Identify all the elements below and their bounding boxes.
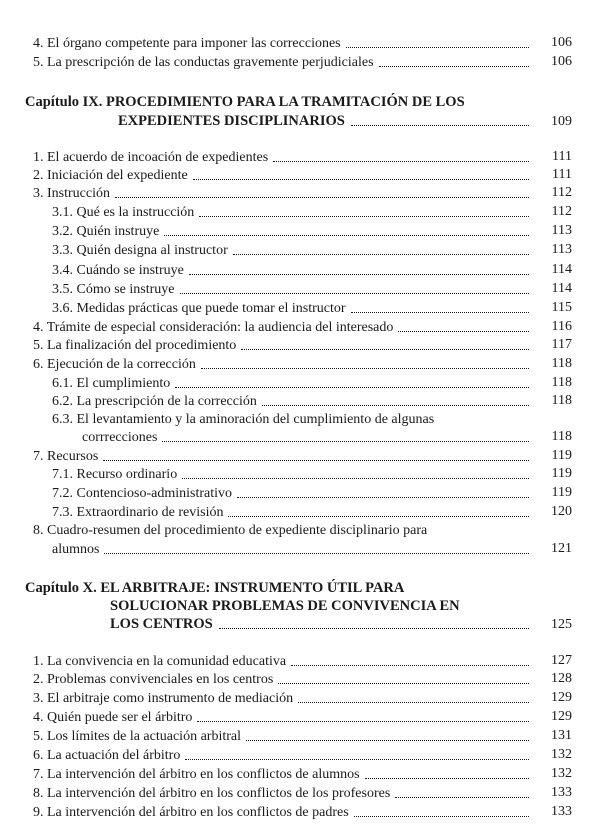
toc-page-number: 113 [551, 242, 572, 257]
toc-page-number: 111 [552, 167, 572, 182]
chapter-heading-continued [110, 616, 533, 633]
leader-dots [262, 405, 529, 406]
leader-dots [189, 274, 529, 275]
toc-entry-title: 6. Ejecución de la corrección [33, 357, 196, 372]
toc-page-number: 132 [551, 766, 572, 781]
toc-page-number: 118 [551, 375, 572, 390]
chapter-heading-continued [118, 113, 533, 130]
leader-dots [201, 368, 529, 369]
leader-dots [395, 797, 529, 798]
toc-subentry [52, 241, 533, 259]
leader-dots [278, 683, 529, 684]
toc-page-number: 118 [551, 393, 572, 408]
toc-entry-title: 6.1. El cumplimiento [52, 376, 171, 391]
leader-dots [180, 293, 530, 294]
toc-entry-title: 9. La intervención del árbitro en los conflictos de padres [33, 805, 349, 820]
toc-entry-title: 3.4. Cuándo se instruye [52, 263, 184, 278]
toc-entry [33, 765, 533, 783]
leader-dots [162, 441, 529, 442]
chapter-heading-line3: LOS CENTROS [110, 616, 213, 632]
leader-dots [379, 66, 529, 67]
toc-entry-title-line2: corrrecciones [82, 430, 158, 445]
toc-page-number: 132 [551, 747, 572, 762]
toc-entry-title: 7.1. Recurso ordinario [52, 467, 178, 482]
leader-dots [273, 161, 529, 162]
toc-entry [33, 166, 533, 184]
toc-entry-title: 3.2. Quién instruye [52, 224, 160, 239]
toc-page-number: 118 [551, 356, 572, 371]
toc-page-number: 112 [551, 204, 572, 219]
toc-page-number: 120 [551, 504, 572, 519]
leader-dots [291, 665, 529, 666]
toc-subentry [52, 484, 533, 502]
toc-page-number: 131 [551, 728, 572, 743]
toc-entry-title: 2. Problemas convivenciales en los centros [33, 672, 274, 687]
toc-page-number: 112 [551, 185, 572, 200]
toc-page-number: 119 [551, 448, 572, 463]
toc-page-number: 121 [551, 541, 572, 556]
toc-page-number: 114 [551, 262, 572, 277]
toc-entry [33, 727, 533, 745]
toc-entry-continued [52, 540, 533, 558]
chapter-page-number: 125 [551, 617, 572, 632]
toc-entry [33, 689, 533, 707]
toc-page-number: 128 [551, 671, 572, 686]
toc-entry [33, 447, 533, 465]
toc-page-number: 129 [551, 709, 572, 724]
toc-subentry [52, 203, 533, 221]
toc-subentry [52, 280, 533, 298]
chapter-page-number: 109 [551, 114, 572, 129]
toc-entry-title: 3.5. Cómo se instruye [52, 282, 175, 297]
toc-entry-title-line1: 8. Cuadro-resumen del procedimiento de expediente disciplinario para [33, 523, 428, 538]
leader-dots [228, 516, 529, 517]
toc-page-number: 113 [551, 223, 572, 238]
leader-dots [351, 125, 529, 126]
toc-page-number: 119 [551, 466, 572, 481]
toc-subentry-title-line1: 6.3. El levantamiento y la aminoración del cumplimiento de algunas [52, 412, 435, 427]
toc-page-number: 127 [551, 653, 572, 668]
leader-dots [365, 778, 529, 779]
toc-entry [33, 652, 533, 670]
toc-subentry [52, 465, 533, 483]
toc-page-number: 133 [551, 804, 572, 819]
toc-entry-title: 4. Trámite de especial consideración: la audiencia del interesado [33, 320, 394, 335]
toc-entry-title: 5. Los límites de la actuación arbitral [33, 729, 241, 744]
leader-dots [175, 387, 529, 388]
toc-entry-title-line2: alumnos [52, 542, 100, 557]
chapter-heading-line2: SOLUCIONAR PROBLEMAS DE CONVIVENCIA EN [110, 598, 460, 614]
toc-entry [33, 670, 533, 688]
leader-dots [298, 702, 529, 703]
chapter-heading: Capítulo IX. PROCEDIMIENTO PARA LA TRAMITACIÓN DE LOS [25, 94, 465, 110]
leader-dots [104, 553, 529, 554]
toc-entry-title: 6.2. La prescripción de la corrección [52, 394, 257, 409]
toc-entry-title: 7.2. Contencioso-administrativo [52, 486, 233, 501]
leader-dots [237, 497, 529, 498]
toc-page-number: 106 [551, 54, 572, 69]
toc-entry-title: 3.3. Quién designa al instructor [52, 243, 228, 258]
toc-subentry [52, 299, 533, 317]
toc-entry [33, 336, 533, 354]
toc-entry-title: 7.3. Extraordinario de revisión [52, 505, 224, 520]
toc-page-number: 133 [551, 785, 572, 800]
leader-dots [115, 197, 529, 198]
toc-page-number: 118 [551, 429, 572, 444]
leader-dots [351, 312, 529, 313]
toc-page-number: 114 [551, 281, 572, 296]
toc-entry [33, 148, 533, 166]
toc-page-number: 129 [551, 690, 572, 705]
toc-entry-title: 7. La intervención del árbitro en los conflictos de alumnos [33, 767, 360, 782]
toc-entry [33, 784, 533, 802]
leader-dots [241, 349, 529, 350]
toc-entry-title: 4. Quién puede ser el árbitro [33, 710, 193, 725]
leader-dots [103, 460, 529, 461]
toc-entry [33, 355, 533, 373]
toc-page-number: 119 [551, 485, 572, 500]
leader-dots [233, 254, 529, 255]
toc-entry-title: 4. El órgano competente para imponer las correcciones [33, 36, 341, 51]
toc-entry-title: 3.6. Medidas prácticas que puede tomar el instructor [52, 301, 346, 316]
chapter-heading: Capítulo X. EL ARBITRAJE: INSTRUMENTO ÚTIL PARA [25, 580, 405, 596]
toc-entry-title: 5. La finalización del procedimiento [33, 338, 237, 353]
toc-subentry-continued [82, 428, 533, 446]
toc-entry-title: 3. Instrucción [33, 186, 110, 201]
toc-entry-title: 1. El acuerdo de incoación de expedientes [33, 150, 269, 165]
leader-dots [164, 235, 529, 236]
toc-page-number: 115 [551, 300, 572, 315]
toc-entry [33, 34, 533, 52]
chapter-heading-line2: EXPEDIENTES DISCIPLINARIOS [118, 113, 345, 129]
toc-entry [33, 184, 533, 202]
toc-entry [33, 318, 533, 336]
toc-subentry [52, 261, 533, 279]
leader-dots [346, 47, 529, 48]
toc-entry [33, 708, 533, 726]
leader-dots [197, 721, 529, 722]
leader-dots [199, 216, 529, 217]
toc-page-number: 111 [552, 149, 572, 164]
toc-entry-title: 3. El arbitraje como instrumento de mediación [33, 691, 294, 706]
leader-dots [398, 331, 529, 332]
toc-subentry [52, 374, 533, 392]
toc-entry-title: 8. La intervención del árbitro en los conflictos de los profesores [33, 786, 391, 801]
toc-entry-title: 2. Iniciación del expediente [33, 168, 188, 183]
toc-entry-title: 5. La prescripción de las conductas gravemente perjudiciales [33, 55, 374, 70]
toc-entry-title: 7. Recursos [33, 449, 99, 464]
leader-dots [246, 740, 529, 741]
toc-entry-title: 6. La actuación del árbitro [33, 748, 181, 763]
leader-dots [185, 759, 529, 760]
toc-entry [33, 803, 533, 821]
toc-page-number: 117 [551, 337, 572, 352]
toc-subentry [52, 503, 533, 521]
leader-dots [354, 816, 529, 817]
toc-entry-title: 1. La convivencia en la comunidad educativa [33, 654, 287, 669]
toc-subentry [52, 392, 533, 410]
toc-subentry [52, 222, 533, 240]
toc-entry [33, 746, 533, 764]
toc-page-number: 106 [551, 35, 572, 50]
leader-dots [193, 179, 529, 180]
leader-dots [219, 628, 529, 629]
leader-dots [182, 478, 529, 479]
toc-entry [33, 53, 533, 71]
toc-entry-title: 3.1. Qué es la instrucción [52, 205, 195, 220]
toc-page-number: 116 [551, 319, 572, 334]
